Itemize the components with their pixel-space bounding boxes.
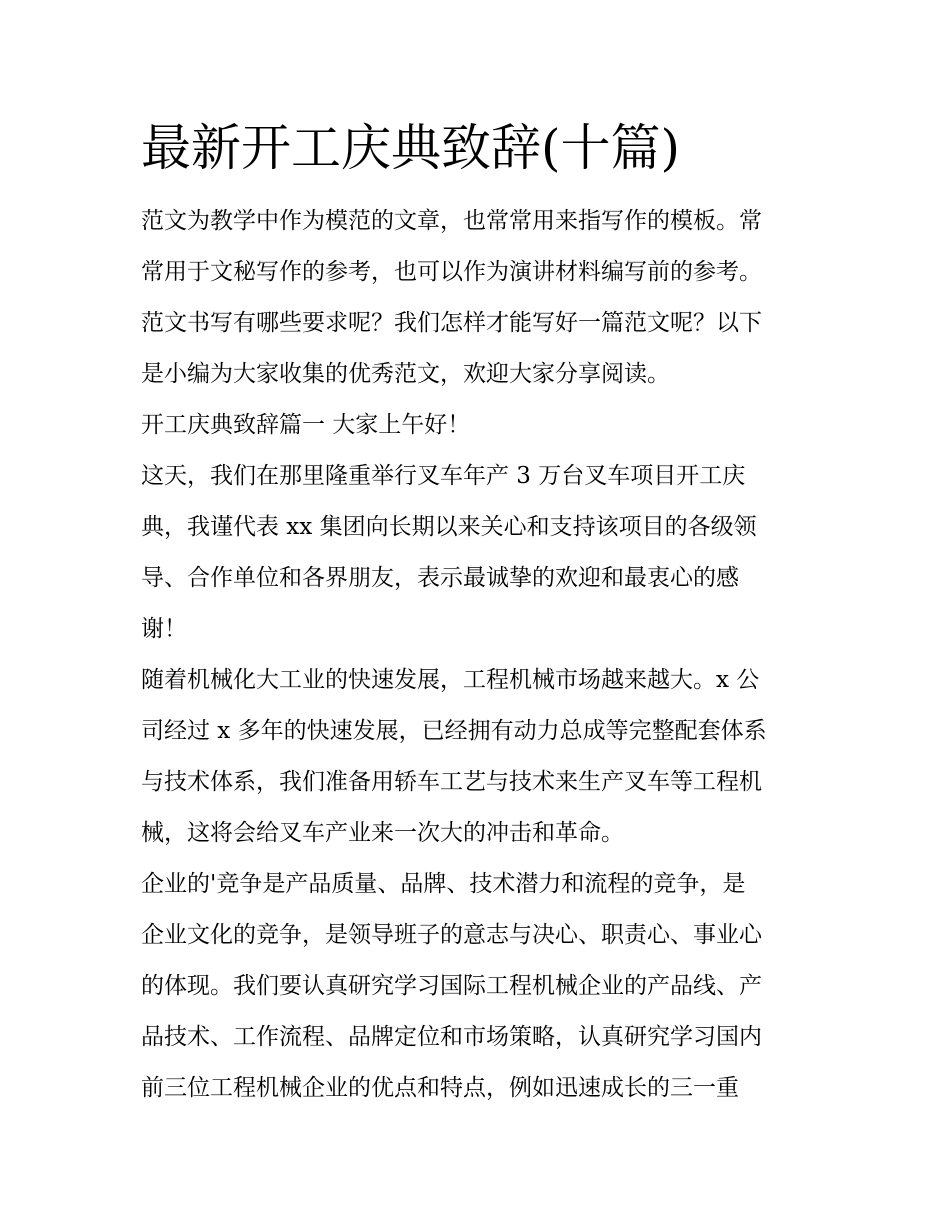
text-line: 企业的'竞争是产品质量、品牌、技术潜力和流程的竞争，是: [141, 871, 746, 897]
text-line: 这天，我们在那里隆重举行叉车年产 3 万台叉车项目开工庆: [141, 463, 746, 489]
text-line: 品技术、工作流程、品牌定位和市场策略，认真研究学习国内: [141, 1024, 762, 1050]
text-line: 随着机械化大工业的快速发展，工程机械市场越来越大。x 公: [141, 667, 760, 693]
paragraph-welcome: [141, 451, 813, 655]
text-line: 前三位工程机械企业的优点和特点，例如迅速成长的三一重: [141, 1075, 739, 1101]
document-body: [141, 196, 813, 1114]
text-line: 的体现。我们要认真研究学习国际工程机械企业的产品线、产: [141, 973, 762, 999]
text-line: 司经过 x 多年的快速发展，已经拥有动力总成等完整配套体系: [141, 718, 767, 744]
text-line: 典，我谨代表 xx 集团向长期以来关心和支持该项目的各级领: [141, 514, 757, 540]
text-line: 范文书写有哪些要求呢？我们怎样才能写好一篇范文呢？以下: [141, 310, 762, 336]
text-line: 与技术体系，我们准备用轿车工艺与技术来生产叉车等工程机: [141, 769, 762, 795]
paragraph-competition: [141, 859, 813, 1114]
paragraph-development: [141, 655, 813, 859]
text-line: 械，这将会给叉车产业来一次大的冲击和革命。: [141, 820, 624, 846]
text-line: 企业文化的竞争，是领导班子的意志与决心、职责心、事业心: [141, 922, 762, 948]
text-line: 常用于文秘写作的参考，也可以作为演讲材料编写前的参考。: [141, 259, 762, 285]
paragraph-section-heading: [141, 400, 813, 451]
text-line: 导、合作单位和各界朋友，表示最诚挚的欢迎和最衷心的感: [141, 565, 739, 591]
paragraph-intro: [141, 196, 813, 400]
document-title: 最新开工庆典致辞(十篇): [141, 119, 681, 177]
text-line: 是小编为大家收集的优秀范文，欢迎大家分享阅读。: [141, 361, 670, 387]
text-line: 谢！: [141, 616, 187, 642]
text-line: 开工庆典致辞篇一 大家上午好！: [141, 412, 471, 438]
text-line: 范文为教学中作为模范的文章，也常常用来指写作的模板。常: [141, 208, 762, 234]
